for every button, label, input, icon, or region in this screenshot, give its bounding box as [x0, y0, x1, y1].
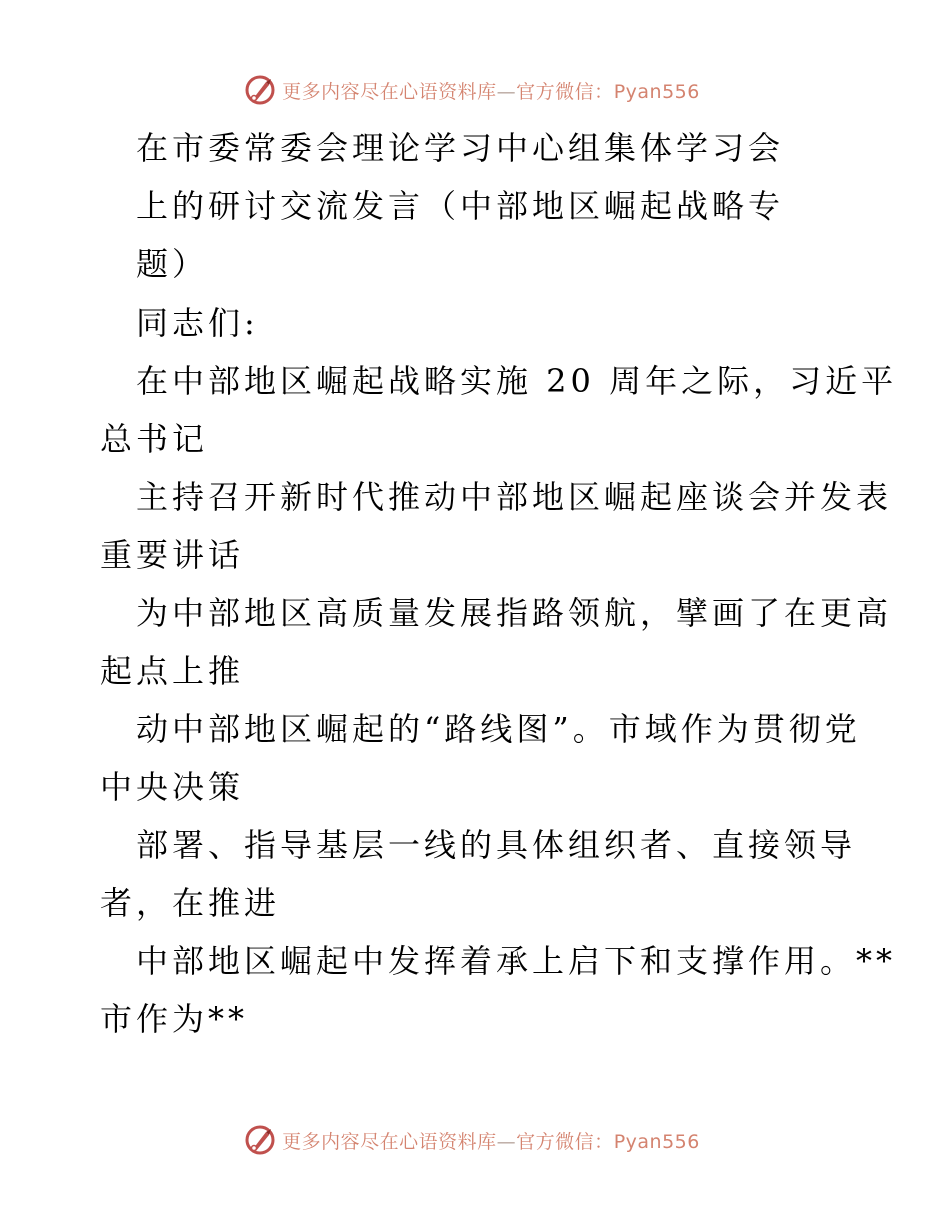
footer-watermark-banner	[0, 1122, 950, 1158]
watermark-official-label: 官方微信：	[516, 1130, 614, 1153]
document-title-line-2: 上的研讨交流发言（中部地区崛起战略专	[136, 187, 785, 225]
quill-pen-icon	[244, 74, 276, 106]
body-line: 者，在推进	[100, 884, 281, 922]
body-line: 中部地区崛起中发挥着承上启下和支撑作用。**	[136, 942, 897, 980]
watermark-library-name: 更多内容尽在心语资料库	[282, 80, 497, 103]
body-line: 起点上推	[100, 652, 245, 690]
watermark-official-label: 官方微信：	[516, 80, 614, 103]
body-line: 中央决策	[100, 768, 245, 806]
watermark-separator: —	[496, 1130, 517, 1153]
watermark-text	[282, 1127, 700, 1154]
watermark-separator: —	[496, 80, 517, 103]
body-line: 在中部地区崛起战略实施 20 周年之际，习近平	[136, 362, 898, 400]
body-line: 动中部地区崛起的“路线图”。市域作为贯彻党	[136, 710, 861, 748]
document-title-line-3: 题）	[136, 245, 209, 283]
watermark-library-name: 更多内容尽在心语资料库	[282, 1130, 497, 1153]
body-line: 市作为**	[100, 1000, 249, 1038]
body-line: 重要讲话	[100, 536, 245, 574]
body-line: 部署、指导基层一线的具体组织者、直接领导	[136, 826, 857, 864]
watermark-wechat-id: Pyan556	[613, 80, 700, 103]
header-watermark-banner	[0, 72, 950, 108]
watermark-wechat-id: Pyan556	[613, 1130, 700, 1153]
body-line: 为中部地区高质量发展指路领航，擘画了在更高	[136, 594, 893, 632]
salutation: 同志们:	[136, 304, 259, 342]
quill-pen-icon	[244, 1124, 276, 1156]
body-line: 总书记	[100, 420, 209, 458]
document-title-line-1: 在市委常委会理论学习中心组集体学习会	[136, 129, 785, 167]
body-line: 主持召开新时代推动中部地区崛起座谈会并发表	[136, 478, 893, 516]
watermark-text	[282, 77, 700, 104]
